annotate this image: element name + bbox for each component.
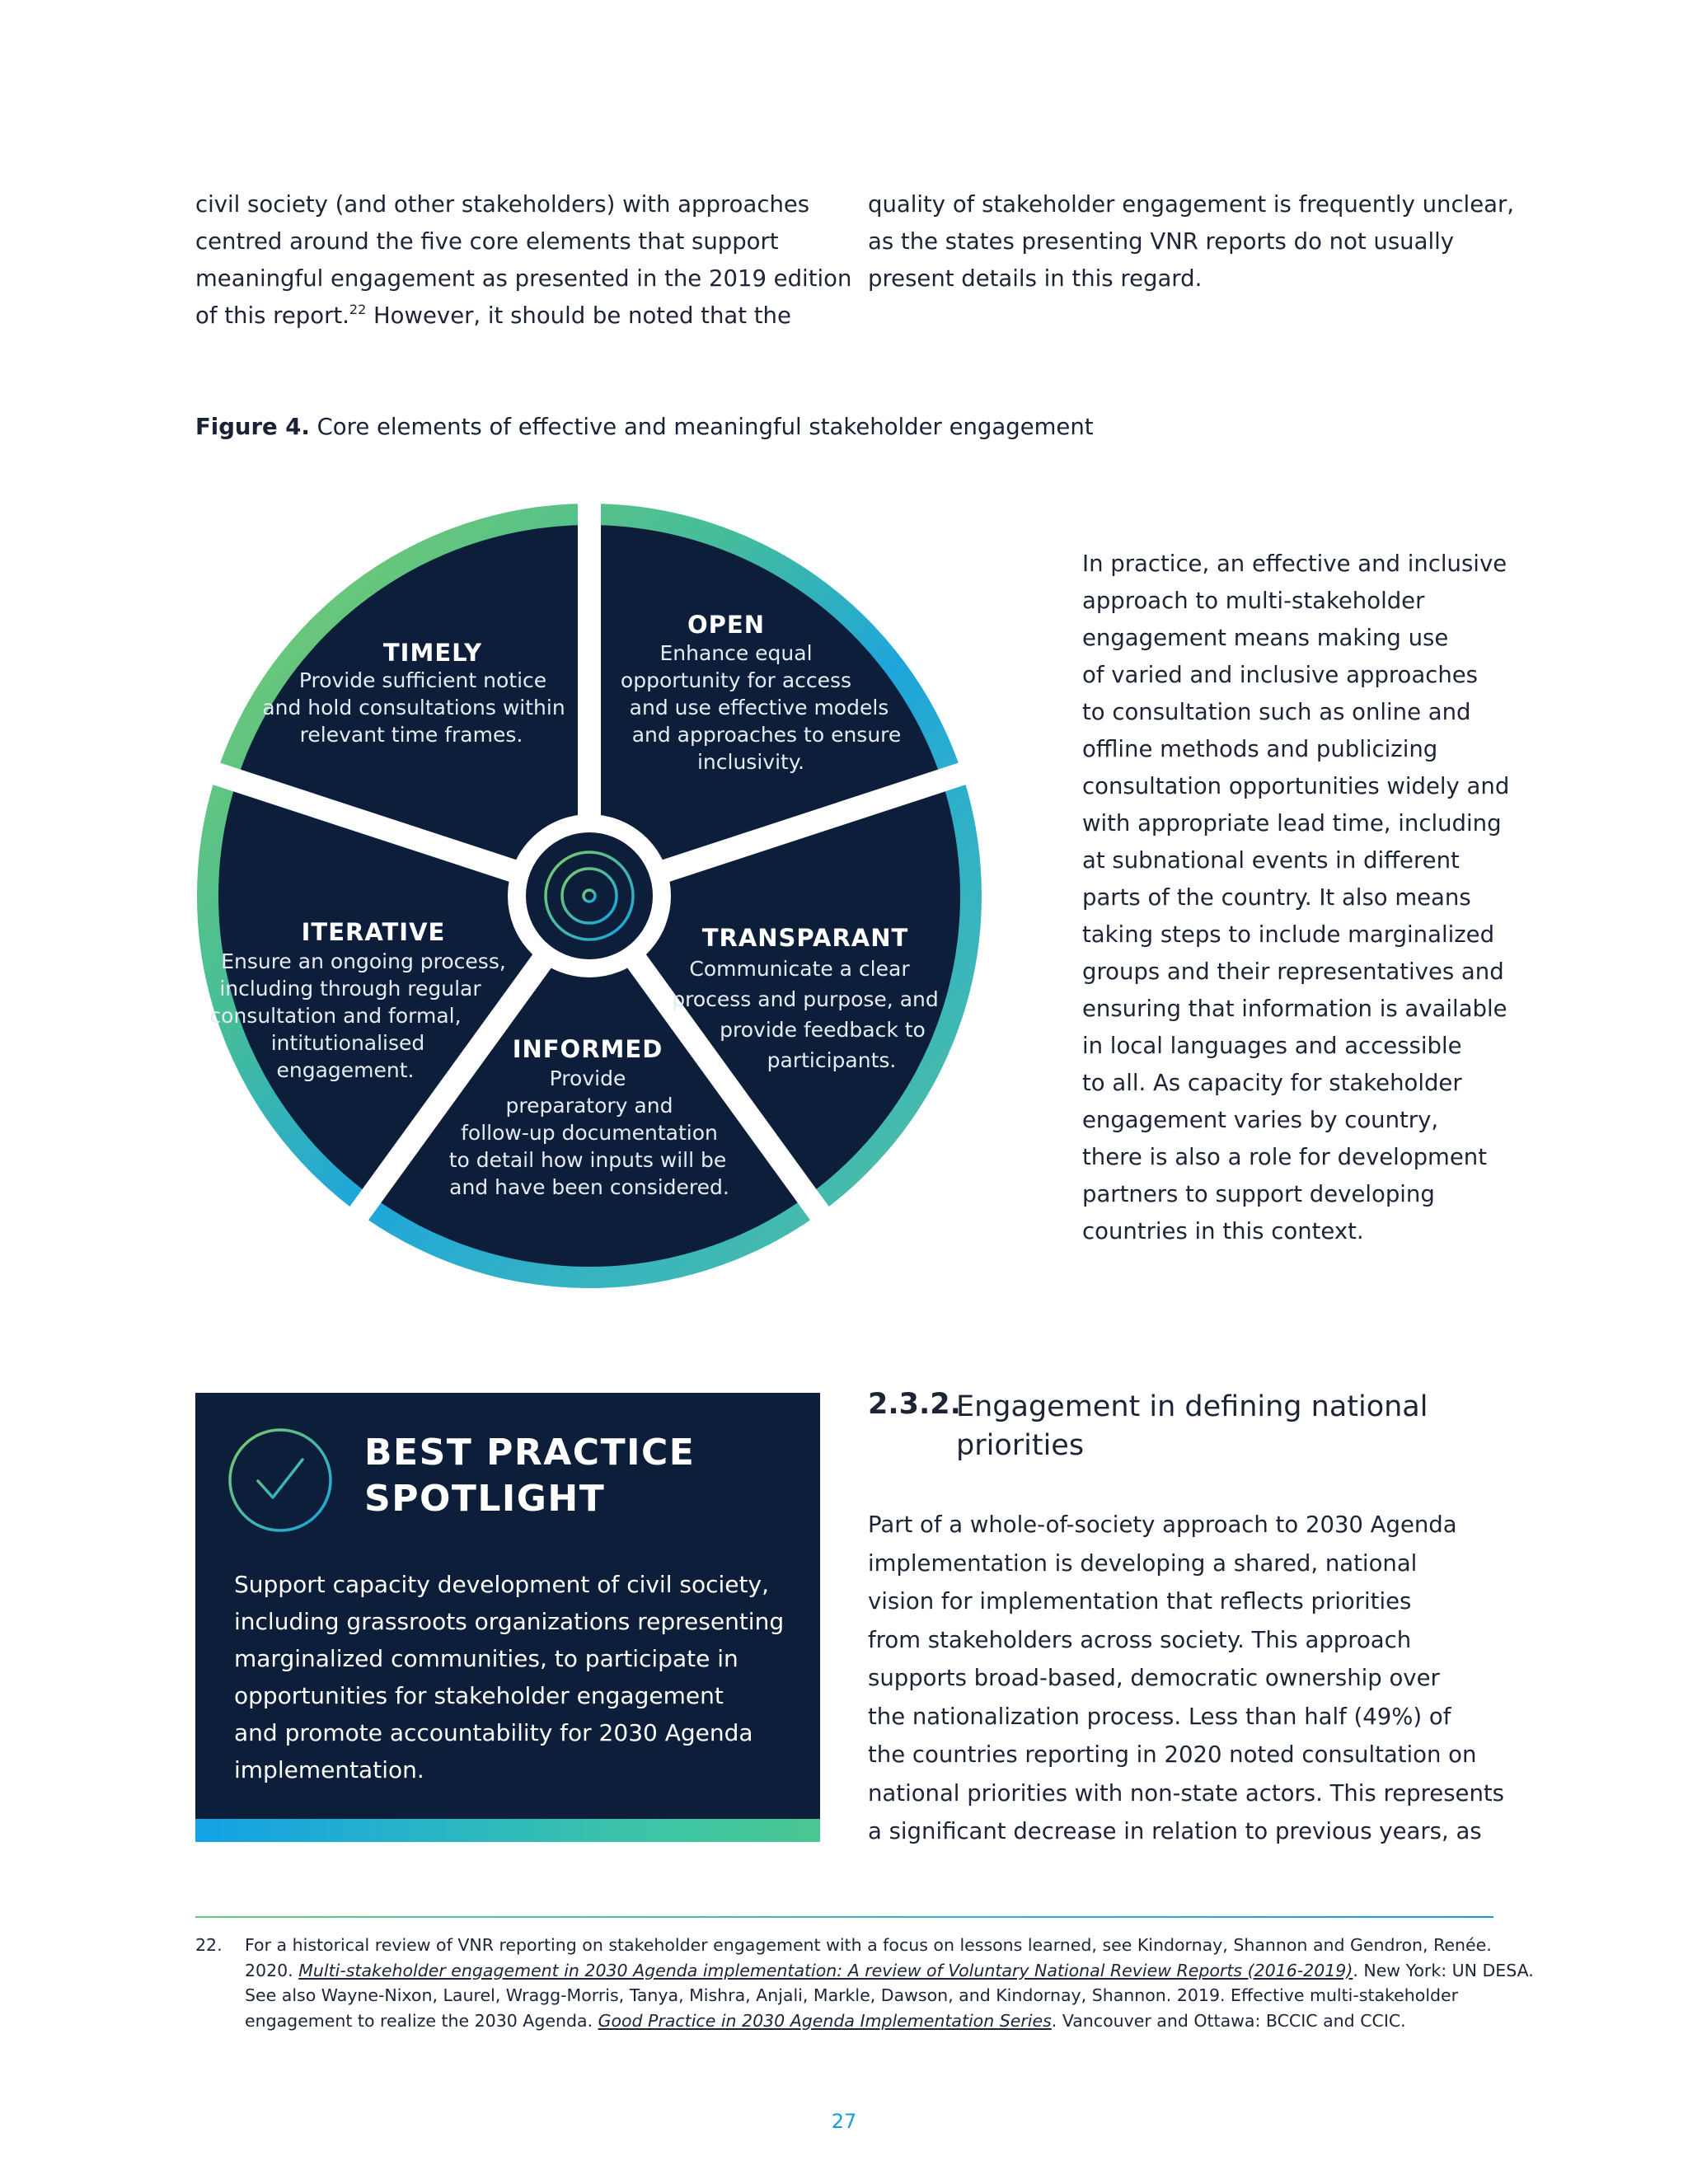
segment-line: Provide sufficient notice: [298, 668, 547, 692]
segment-line: and hold consultations within: [262, 696, 565, 719]
text-line: groups and their representatives and: [1082, 958, 1504, 985]
segment-line: engagement.: [276, 1058, 415, 1082]
figure-label: Figure 4.: [195, 414, 310, 440]
text-line: meaningful engagement as presented in the 2019 edition: [195, 265, 852, 292]
page-number: 27: [831, 2110, 857, 2133]
text-line: of varied and inclusive approaches: [1082, 662, 1479, 688]
segment-line: follow-up documentation: [461, 1121, 718, 1145]
segment-line: including through regular: [219, 977, 481, 1001]
title-line: Engagement in defining national: [956, 1390, 1428, 1423]
figure-caption: [195, 414, 1094, 440]
text-line: to all. As capacity for stakeholder: [1082, 1070, 1462, 1096]
text-line: supports broad-based, democratic ownership over: [868, 1665, 1440, 1691]
segment-title: TRANSPARANT: [701, 924, 909, 952]
text-line: national priorities with non-state actors. This represents: [868, 1779, 1504, 1807]
text-line: engagement means making use: [1082, 625, 1449, 651]
text-line: approach to multi-stakeholder: [1082, 588, 1425, 614]
text-line: at subnational events in different: [1082, 847, 1460, 874]
segment-title: INFORMED: [512, 1035, 663, 1063]
segment-line: opportunity for access: [620, 668, 852, 692]
text-fragment: engagement to realize the 2030 Agenda.: [245, 2010, 598, 2031]
text-line: the nationalization process. Less than half (49%) of: [868, 1703, 1451, 1730]
title-line: BEST PRACTICE: [364, 1432, 696, 1474]
text-line: including grassroots organizations representing: [234, 1608, 785, 1635]
text-fragment: . New York: UN DESA.: [1353, 1960, 1534, 1980]
spotlight-title: [364, 1430, 695, 1522]
segment-line: inclusivity.: [696, 750, 805, 774]
text-line: in local languages and accessible: [1082, 1033, 1462, 1059]
text-line: present details in this regard.: [868, 265, 1203, 292]
intro-right-column: [868, 186, 1527, 298]
text-fragment: of this report.: [195, 302, 349, 329]
section-number: 2.3.2.: [868, 1388, 961, 1421]
text-line: taking steps to include marginalized: [1082, 921, 1495, 948]
text-line: partners to support developing: [1082, 1181, 1435, 1207]
text-line: parts of the country. It also means: [1082, 884, 1471, 911]
text-line: In practice, an effective and inclusive: [1082, 551, 1507, 577]
title-line: SPOTLIGHT: [364, 1478, 606, 1520]
spotlight-body: [234, 1566, 803, 1788]
segment-line: preparatory and: [505, 1094, 673, 1118]
text-line: and promote accountability for 2030 Agenda: [234, 1719, 753, 1746]
text-fragment: . Vancouver and Ottawa: BCCIC and CCIC.: [1051, 2010, 1406, 2031]
text-line: ensuring that information is available: [1082, 996, 1507, 1022]
text-fragment: However, it should be noted that the: [366, 302, 791, 329]
footnote-text: [245, 1933, 1534, 2033]
text-line: marginalized communities, to participate in: [234, 1645, 738, 1672]
center-hub: [517, 823, 662, 968]
segment-line: and have been considered.: [449, 1175, 729, 1199]
segment-title: ITERATIVE: [301, 918, 446, 946]
text-line: implementation is developing a shared, national: [868, 1549, 1418, 1577]
text-line: [245, 1958, 1534, 1984]
segment-line: relevant time frames.: [299, 723, 523, 747]
text-line: [245, 2008, 1498, 2034]
text-line: For a historical review of VNR reporting on stakeholder engagement with a focus on lessons learned, see Kindornay, Shannon and Gendron, Renée.: [245, 1935, 1492, 1955]
segment-line: and use effective models: [629, 696, 889, 719]
text-line: civil society (and other stakeholders) with approaches: [195, 191, 810, 218]
text-line: with appropriate lead time, including: [1082, 810, 1502, 837]
segment-line: Ensure an ongoing process,: [221, 949, 506, 973]
text-line: centred around the five core elements that support: [195, 228, 779, 255]
section-title: [956, 1388, 1428, 1465]
spotlight-gradient-bar: [195, 1819, 820, 1842]
segment-line: Provide: [549, 1066, 626, 1090]
text-line: Part of a whole-of-society approach to 2030 Agenda: [868, 1511, 1457, 1538]
text-line: as the states presenting VNR reports do not usually: [868, 228, 1455, 255]
segment-line: intitutionalised: [270, 1031, 425, 1055]
title-line: priorities: [956, 1429, 1085, 1462]
text-line: quality of stakeholder engagement is frequently unclear,: [868, 191, 1515, 218]
segment-title: TIMELY: [382, 639, 483, 667]
text-line: See also Wayne-Nixon, Laurel, Wragg-Morris, Tanya, Mishra, Anjali, Markle, Dawson, and Kindornay, Shannon. 2019. Effective multi-stakeholder: [245, 1985, 1459, 2005]
footnote-number: 22.: [195, 1935, 223, 1955]
text-line: vision for implementation that reflects priorities: [868, 1588, 1412, 1615]
text-line: countries in this context.: [1082, 1218, 1364, 1244]
text-line: to consultation such as online and: [1082, 699, 1471, 725]
footnote-reference[interactable]: 22: [349, 302, 367, 317]
text-line: Support capacity development of civil society,: [234, 1571, 769, 1598]
text-line: the countries reporting in 2020 noted consultation on: [868, 1741, 1477, 1768]
intro-left-column: [195, 186, 852, 335]
footnote-divider: [195, 1916, 1493, 1918]
text-line: implementation.: [234, 1756, 424, 1783]
text-line: consultation opportunities widely and: [1082, 773, 1510, 799]
segment-line: to detail how inputs will be: [448, 1148, 727, 1172]
reference-link[interactable]: Multi-stakeholder engagement in 2030 Agenda implementation: A review of Voluntary National Review Reports (2016-2019): [298, 1960, 1353, 1980]
reference-link[interactable]: Good Practice in 2030 Agenda Implementation Series: [598, 2010, 1052, 2031]
text-line: a significant decrease in relation to previous years, as: [868, 1818, 1482, 1844]
segment-title: OPEN: [687, 611, 765, 639]
text-line: there is also a role for development: [1082, 1144, 1487, 1170]
text-line: [195, 298, 838, 335]
segment-line: Enhance equal: [659, 641, 813, 665]
text-line: engagement varies by country,: [1082, 1107, 1439, 1133]
text-line: offline methods and publicizing: [1082, 736, 1438, 762]
segment-line: consultation and formal,: [209, 1004, 462, 1028]
segment-line: process and purpose, and: [672, 987, 939, 1011]
text-line: opportunities for stakeholder engagement: [234, 1682, 724, 1709]
text-line: from stakeholders across society. This approach: [868, 1626, 1412, 1653]
engagement-wheel-diagram: [185, 490, 1010, 1315]
segment-line: Communicate a clear: [689, 957, 910, 981]
figure-caption-text: Core elements of effective and meaningful stakeholder engagement: [309, 414, 1094, 440]
text-fragment: 2020.: [245, 1960, 299, 1980]
segment-line: participants.: [767, 1048, 897, 1072]
segment-line: provide feedback to: [720, 1018, 926, 1042]
section-body: [868, 1506, 1544, 1851]
segment-line: and approaches to ensure: [631, 723, 902, 747]
side-paragraph: [1082, 546, 1544, 1250]
checkmark-circle-icon: [227, 1427, 334, 1534]
